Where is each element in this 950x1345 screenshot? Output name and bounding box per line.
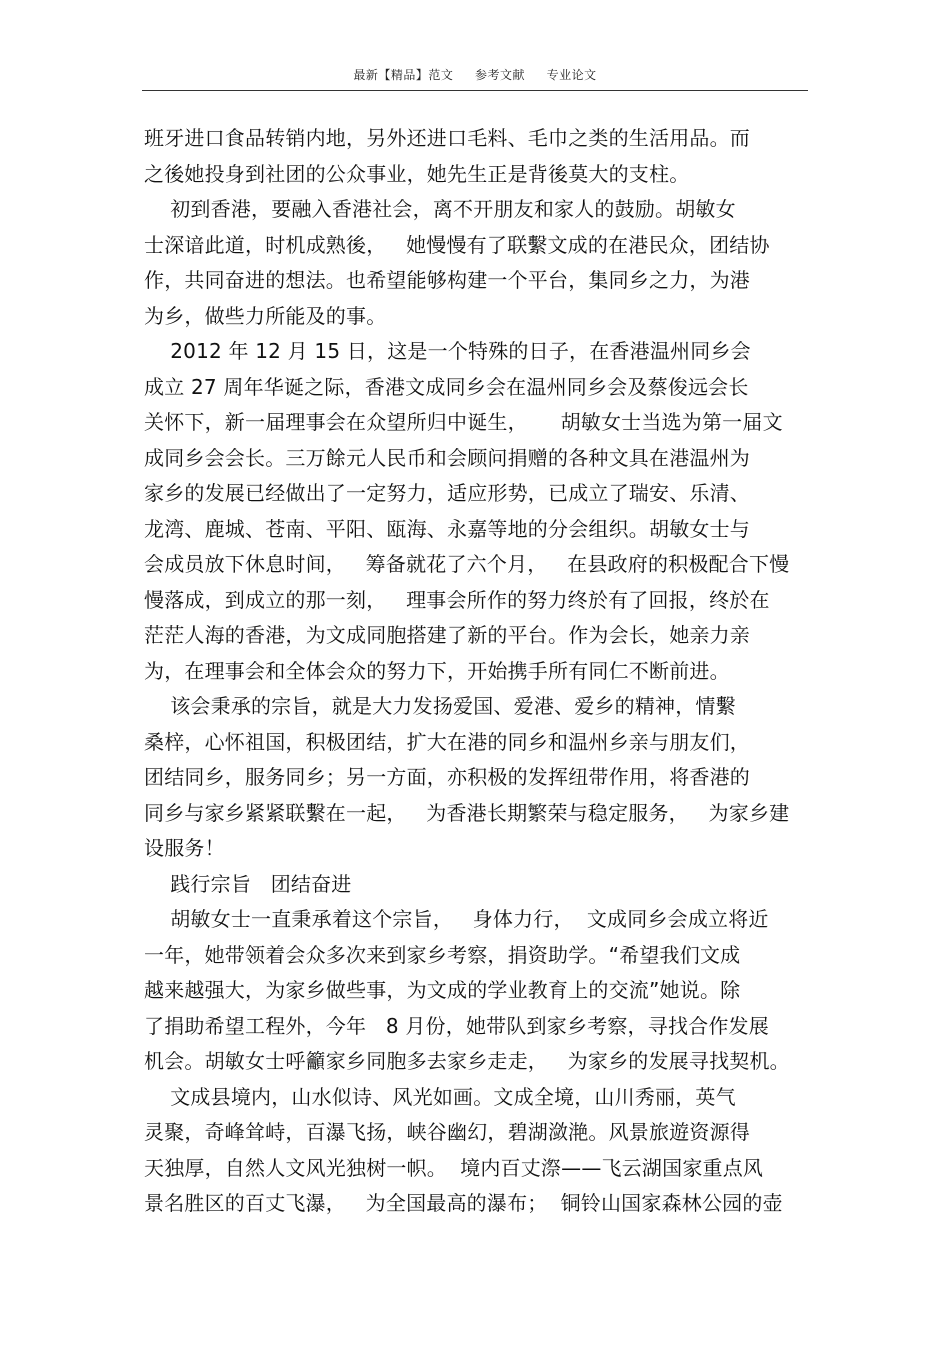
text-line: 作，共同奋进的想法。也希望能够构建一个平台，集同乡之力，为港 (144, 268, 750, 292)
text-line: 慢落成，到成立的那一刻， 理事会所作的努力终於有了回报，终於在 (144, 587, 770, 612)
text-line: 2012 年 12 月 15 日，这是一个特殊的日子，在香港温州同乡会 (144, 339, 751, 363)
article-body (144, 121, 814, 1222)
text-line: 越来越强大，为家乡做些事，为文成的学业教育上的交流”她说。除 (144, 978, 741, 1002)
text-line: 成立 27 周年华诞之际，香港文成同乡会在温州同乡会及蔡俊远会长 (144, 374, 749, 399)
text-line: 胡敏女士一直秉承着这个宗旨， 身体力行， 文成同乡会成立将近 (144, 907, 769, 931)
text-line: 灵聚，奇峰耸峙，百瀑飞扬，峡谷幽幻，碧湖潋滟。风景旅遊资源得 (144, 1120, 750, 1144)
text-line: 为，在理事会和全体会众的努力下，开始携手所有同仁不断前进。 (144, 658, 730, 683)
text-line: 文成县境内，山水似诗、风光如画。文成全境，山川秀丽，英气 (144, 1084, 736, 1109)
text-line: 茫茫人海的香港，为文成同胞搭建了新的平台。作为会长，她亲力亲 (144, 623, 750, 647)
text-line: 班牙进口食品转销内地，另外还进口毛料、毛巾之类的生活用品。而 (144, 126, 750, 150)
text-line: 团结同乡，服务同乡；另一方面，亦积极的发挥纽带作用，将香港的 (144, 765, 750, 789)
text-line: 景名胜区的百丈飞瀑， 为全国最高的瀑布； 铜铃山国家森林公园的壶 (144, 1191, 783, 1215)
text-line: 家乡的发展已经做出了一定努力，适应形势，已成立了瑞安、乐清、 (144, 481, 750, 505)
text-line: 成同乡会会长。三万餘元人民币和会顾问捐赠的各种文具在港温州为 (144, 445, 750, 470)
text-line: 初到香港，要融入香港社会，离不开朋友和家人的鼓励。胡敏女 (144, 197, 736, 221)
page-header: 最新【精品】范文 参考文献 专业论文 (353, 68, 597, 82)
section-heading: 践行宗旨 团结奋进 (144, 871, 352, 896)
text-line: 同乡与家乡紧紧联繫在一起， 为香港长期繁荣与稳定服务， 为家乡建 (144, 800, 790, 825)
text-line: 天独厚，自然人文风光独树一帜。 境内百丈漈——飞云湖国家重点风 (144, 1155, 764, 1180)
text-line: 之後她投身到社团的公众事业，她先生正是背後莫大的支柱。 (144, 161, 690, 186)
text-line: 会成员放下休息时间， 筹备就花了六个月， 在县政府的积极配合下慢 (144, 552, 790, 576)
text-line: 龙湾、鹿城、苍南、平阳、瓯海、永嘉等地的分会组织。胡敏女士与 (144, 516, 750, 541)
text-line: 机会。胡敏女士呼籲家乡同胞多去家乡走走， 为家乡的发展寻找契机。 (144, 1049, 790, 1073)
text-line: 士深谙此道，时机成熟後， 她慢慢有了联繫文成的在港民众，团结协 (144, 232, 770, 257)
text-line: 该会秉承的宗旨，就是大力发扬爱国、爱港、爱乡的精神，情繫 (144, 694, 736, 718)
text-line: 设服务！ (144, 836, 225, 860)
text-line: 关怀下，新一届理事会在众望所归中诞生， 胡敏女士当选为第一届文 (144, 410, 783, 434)
header-divider (142, 90, 808, 91)
text-line: 为乡，做些力所能及的事。 (144, 303, 387, 328)
text-line: 一年，她带领着会众多次来到家乡考察，捐资助学。“希望我们文成 (144, 942, 741, 967)
text-line: 了捐助希望工程外，今年 8 月份，她带队到家乡考察，寻找合作发展 (144, 1013, 769, 1038)
text-line: 桑梓，心怀祖国，积极团结，扩大在港的同乡和温州乡亲与朋友们， (144, 729, 750, 754)
